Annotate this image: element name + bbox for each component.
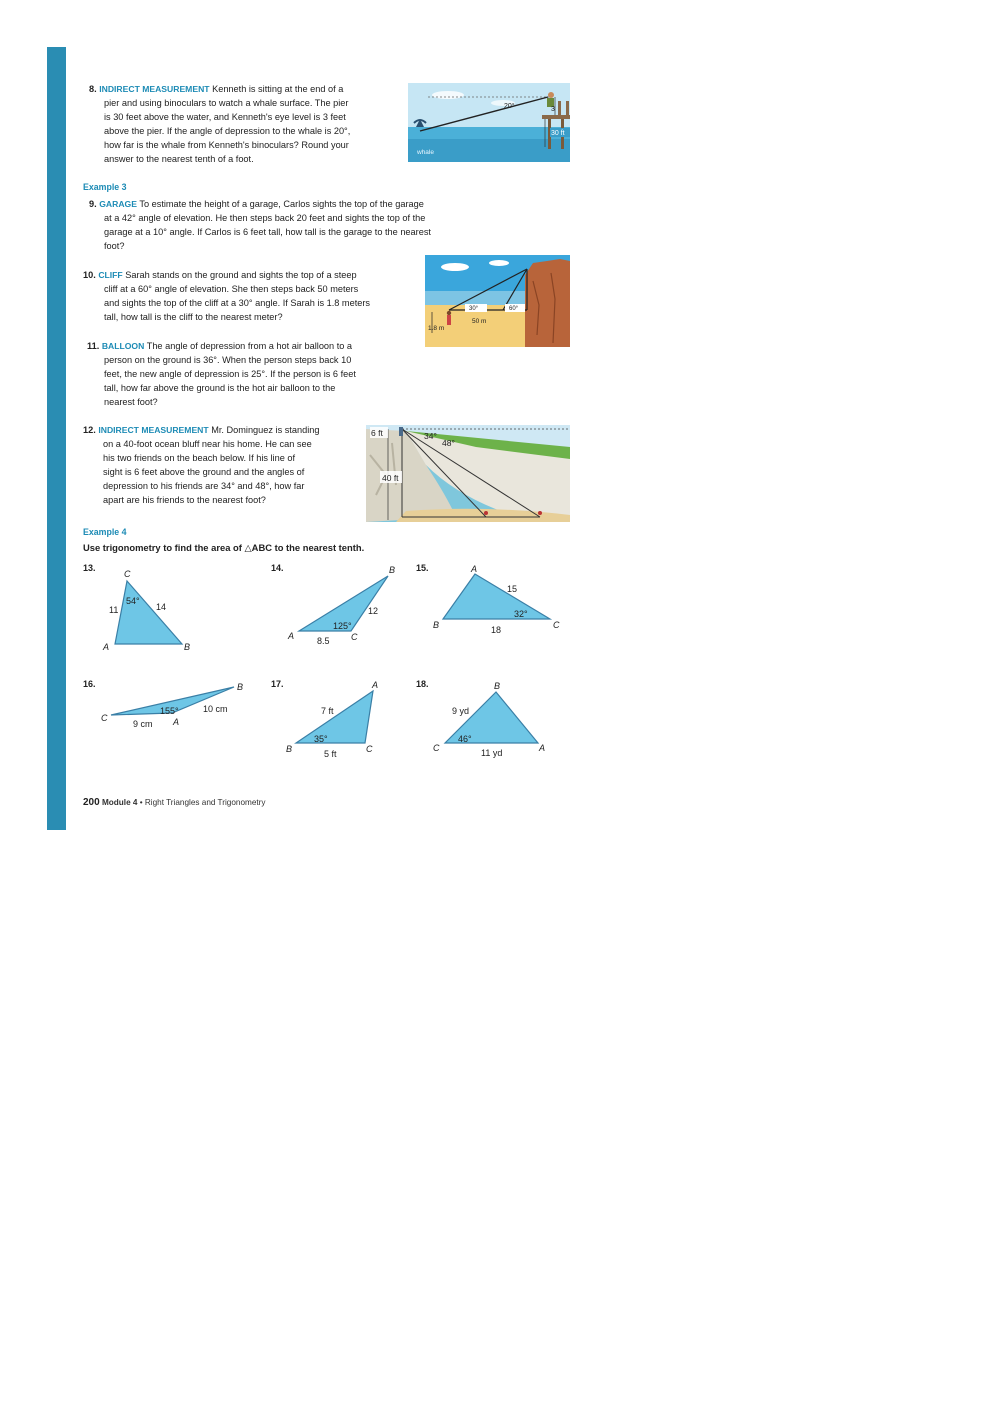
tri18-side-ca: 11 yd (481, 748, 503, 758)
tri18-vertex-a: A (539, 743, 546, 753)
tri17-side-ab: 7 ft (321, 706, 334, 716)
tri18-vertex-b: B (494, 681, 501, 691)
fig8-angle-label: 20° (504, 103, 515, 110)
tri17-vertex-a: A (372, 680, 379, 690)
footer-separator: • (137, 798, 145, 807)
tri14-side-cb: 12 (368, 606, 379, 616)
problem-12: 12. INDIRECT MEASUREMENT Mr. Dominguez is standing on a 40-foot ocean bluff near his home. He can see his two friends on the beach below. If his line of sight is 6 feet above the ground and the angles of depression to his friends are 34° and 48°, how far apart are his friends to the nearest foot? (83, 425, 320, 505)
tri16-vertex-a: A (173, 717, 180, 727)
tri16-side-ab: 10 cm (203, 704, 228, 714)
tri13-vertex-c: C (124, 569, 131, 579)
tri17-vertex-c: C (366, 744, 373, 754)
page-footer (83, 797, 265, 808)
tri13-side-ac: 11 (109, 605, 119, 615)
fig8-whale-label: whale (417, 149, 434, 156)
problem-13-label: 13. (83, 563, 96, 573)
problem-18-label: 18. (416, 679, 429, 689)
triangle-15 (443, 574, 550, 619)
fig10-angle-30: 30° (469, 306, 479, 312)
tri18-vertex-c: C (433, 743, 440, 753)
page-number: 200 (83, 797, 100, 808)
footer-module: Module 4 (101, 798, 138, 807)
example-3-heading: Example 3 (83, 182, 127, 192)
tri16-vertex-c: C (101, 713, 108, 723)
tri14-vertex-c: C (351, 632, 358, 642)
tri14-vertex-b: B (389, 565, 396, 575)
problem-17-label: 17. (271, 679, 284, 689)
tri13-side-cb: 14 (156, 602, 167, 612)
tri15-angle: 32° (514, 609, 528, 619)
problem-16-label: 16. (83, 679, 96, 689)
tri17-angle: 35° (314, 734, 328, 744)
tri16-side-ca: 9 cm (133, 719, 153, 729)
tri15-side-bc: 18 (491, 625, 502, 635)
tri16-angle: 155° (160, 706, 179, 716)
fig10-distance: 50 m (472, 318, 487, 325)
fig12-angle-34: 34° (424, 431, 437, 441)
tri14-vertex-a: A (288, 631, 295, 641)
tri15-vertex-c: C (553, 620, 560, 630)
area-instruction: Use trigonometry to find the area of △ABC to the nearest tenth. (83, 542, 365, 553)
problem-14-label: 14. (271, 563, 284, 573)
problem-8: 8. INDIRECT MEASUREMENT Kenneth is sitting at the end of a pier and using binoculars to watch a whale surface. The pier is 30 feet above the water, and Kenneth's eye level is 3 feet above the pier. If the angle of depression to the whale is 20°, how far is the whale from Kenneth's binoculars? Round your answer to the nearest tenth of a foot. (89, 84, 351, 164)
example-4-heading: Example 4 (83, 527, 127, 537)
tri14-side-ac: 8.5 (317, 636, 330, 646)
problem-10: 10. CLIFF Sarah stands on the ground and sights the top of a steep cliff at a 60° angle of elevation. She then steps back 50 meters and sights the top of the cliff at a 30° angle. If Sarah is 1.8 meters tall, how tall is the cliff to the nearest meter? (83, 270, 371, 322)
problem-15-label: 15. (416, 563, 429, 573)
fig8-height-label: 30 ft (551, 130, 565, 137)
triangle-13 (115, 581, 182, 644)
tri17-vertex-b: B (286, 744, 293, 754)
tri18-side-cb: 9 yd (452, 706, 470, 716)
tri16-vertex-b: B (237, 682, 244, 692)
footer-title: Right Triangles and Trigonometry (144, 798, 266, 807)
tri15-side-ac: 15 (507, 584, 518, 594)
tri14-angle: 125° (333, 621, 352, 631)
tri13-angle: 54° (126, 596, 140, 606)
fig12-angle-48: 48° (442, 438, 455, 448)
problem-9: 9. GARAGE To estimate the height of a garage, Carlos sights the top of the garage at a 42° angle of elevation. He then steps back 20 feet and sights the top of the garage at a 10° angle. If Carlos is 6 feet tall, how tall is the garage to the nearest foot? (89, 199, 431, 251)
tri18-angle: 46° (458, 734, 472, 744)
tri15-vertex-a: A (471, 564, 478, 574)
fig12-eye-height: 6 ft (371, 428, 383, 438)
fig10-height: 1.8 m (428, 325, 445, 332)
fig12-bluff-height: 40 ft (382, 473, 399, 483)
tri13-vertex-b: B (184, 642, 191, 652)
fig8-eye-label: 3 (551, 106, 555, 113)
triangle-17 (296, 691, 373, 743)
tri15-vertex-b: B (433, 620, 440, 630)
problem-11: 11. BALLOON The angle of depression from a hot air balloon to a person on the ground is 36°. When the person steps back 10 feet, the new angle of depression is 25°. If the person is 6 feet tall, how far above the ground is the hot air balloon to the nearest foot? (87, 341, 356, 407)
tri13-vertex-a: A (103, 642, 110, 652)
tri17-side-bc: 5 ft (324, 749, 337, 759)
fig10-angle-60: 60° (509, 306, 519, 312)
